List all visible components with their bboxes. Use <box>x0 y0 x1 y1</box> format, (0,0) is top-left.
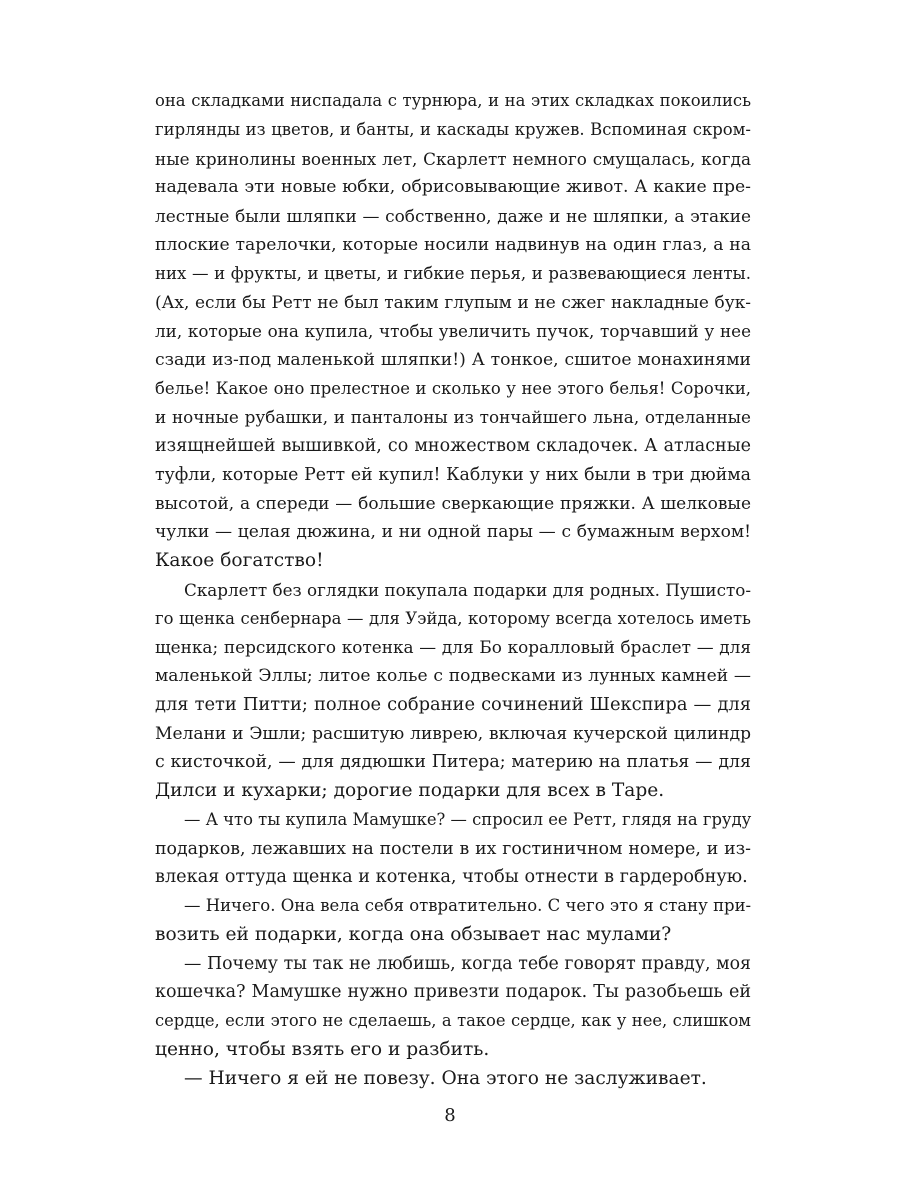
text-line: ценно, чтобы взять его и разбить. <box>155 1038 490 1060</box>
text-line: изящнейшей вышивкой, со множеством складочек. А атласные <box>155 436 751 456</box>
text-line: гирлянды из цветов, и банты, и каскады кружев. Вспоминая скром- <box>155 119 751 139</box>
text-line: — Почему ты так не любишь, когда тебе говорят правду, моя <box>184 953 751 974</box>
text-line: она складками ниспадала с турнюра, и на этих складках покоились <box>155 91 751 110</box>
text-line: маленькой Эллы; литое колье с подвесками из лунных камней — <box>155 666 751 686</box>
text-line: сердце, если этого не сделаешь, а такое сердце, как у нее, слишком <box>155 1011 751 1030</box>
text-line: высотой, а спереди — большие сверкающие пряжки. А шелковые <box>155 493 751 514</box>
text-line: надевала эти новые юбки, обрисовывающие живот. А какие пре- <box>155 177 751 198</box>
text-line: — А что ты купила Мамушке? — спросил ее Ретт, глядя на груду <box>184 809 752 829</box>
text-line: Дилси и кухарки; дорогие подарки для всех в Таре. <box>155 780 665 801</box>
text-line: Скарлетт без оглядки покупала подарки для родных. Пушисто- <box>184 579 751 600</box>
text-line: ные кринолины военных лет, Скарлетт немного смущалась, когда <box>155 148 751 169</box>
text-line: и ночные рубашки, и панталоны из тончайшего льна, отделанные <box>155 407 751 428</box>
text-line: туфли, которые Ретт ей купил! Каблуки у них были в три дюйма <box>155 464 751 485</box>
text-line: — Ничего. Она вела себя отвратительно. С чего это я стану при- <box>184 896 752 915</box>
body-text <box>155 87 751 1093</box>
text-line: — Ничего я ей не повезу. Она этого не заслуживает. <box>184 1067 707 1089</box>
text-line: с кисточкой, — для дядюшки Питера; материю на платья — для <box>155 752 751 773</box>
text-line: подарков, лежавших на постели в их гостиничном номере, и из- <box>155 838 751 859</box>
text-line: Мелани и Эшли; расшитую ливрею, включая кучерской цилиндр <box>155 723 751 744</box>
text-line: возить ей подарки, когда она обзывает нас мулами? <box>155 923 672 945</box>
text-line: для тети Питти; полное собрание сочинений Шекспира — для <box>155 693 751 715</box>
text-line: чулки — целая дюжина, и ни одной пары — с бумажным верхом! <box>155 522 751 543</box>
text-line: Какое богатство! <box>155 550 324 571</box>
text-line: ли, которые она купила, чтобы увеличить пучок, торчавший у нее <box>155 321 751 341</box>
text-line: щенка; персидского котенка — для Бо коралловый браслет — для <box>155 637 751 658</box>
text-line: лестные были шляпки — собственно, даже и не шляпки, а этакие <box>155 206 751 226</box>
page-number: 8 <box>444 1105 456 1126</box>
text-line: белье! Какое оно прелестное и сколько у нее этого белья! Сорочки, <box>155 378 751 398</box>
text-line: плоские тарелочки, которые носили надвинув на один глаз, а на <box>155 234 751 255</box>
text-line: (Ах, если бы Ретт не был таким глупым и не сжег накладные бук- <box>155 292 751 313</box>
text-line: них — и фрукты, и цветы, и гибкие перья, и развевающиеся ленты. <box>155 263 751 283</box>
text-line: го щенка сенбернара — для Уэйда, которому всегда хотелось иметь <box>155 608 751 628</box>
text-line: сзади из-под маленькой шляпки!) А тонкое, сшитое монахинями <box>155 349 751 370</box>
text-line: кошечка? Мамушке нужно привезти подарок. Ты разобьешь ей <box>155 982 751 1003</box>
text-line: влекая оттуда щенка и котенка, чтобы отнести в гардеробную. <box>155 867 748 888</box>
